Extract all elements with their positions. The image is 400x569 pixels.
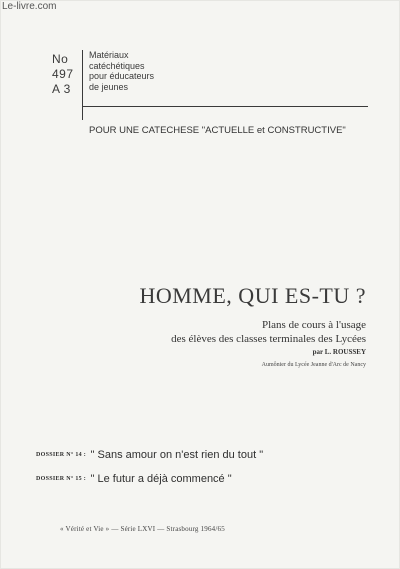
dossier-entry	[36, 470, 232, 488]
dossier-label: DOSSIER N° 15 :	[36, 475, 87, 482]
author-affiliation: Aumônier du Lycée Jeanne d'Arc de Nancy	[261, 362, 366, 368]
author: par L. ROUSSEY	[312, 348, 366, 356]
subtitle-line: des élèves des classes terminales des Lycées	[171, 333, 366, 345]
materials-line: pour éducateurs	[89, 71, 155, 81]
watermark: Le-livre.com	[2, 1, 57, 12]
series-number-line: No	[52, 52, 69, 66]
dossier-entry	[36, 446, 263, 464]
page-title: HOMME, QUI ES-TU ?	[139, 283, 366, 308]
materials-description	[89, 50, 154, 92]
series-number-line: A 3	[52, 82, 71, 96]
dossier-label: DOSSIER N° 14 :	[36, 451, 87, 458]
horizontal-divider	[82, 106, 368, 107]
divider-stub	[82, 106, 83, 120]
series-number	[52, 52, 74, 97]
dossier-title: " Sans amour on n'est rien du tout "	[90, 448, 264, 461]
publication-footer: « Vérité et Vie » — Série LXVI — Strasbourg 1964/65	[60, 525, 225, 533]
tagline: POUR UNE CATECHESE "ACTUELLE et CONSTRUCTIVE"	[89, 125, 346, 136]
vertical-divider	[82, 50, 83, 106]
subtitle	[171, 318, 366, 346]
materials-line: Matériaux	[89, 50, 129, 60]
dossier-title: " Le futur a déjà commencé "	[90, 472, 232, 485]
series-number-line: 497	[52, 67, 74, 81]
materials-line: catéchétiques	[89, 60, 145, 71]
materials-line: de jeunes	[89, 81, 129, 92]
subtitle-line: Plans de cours à l'usage	[261, 319, 366, 331]
